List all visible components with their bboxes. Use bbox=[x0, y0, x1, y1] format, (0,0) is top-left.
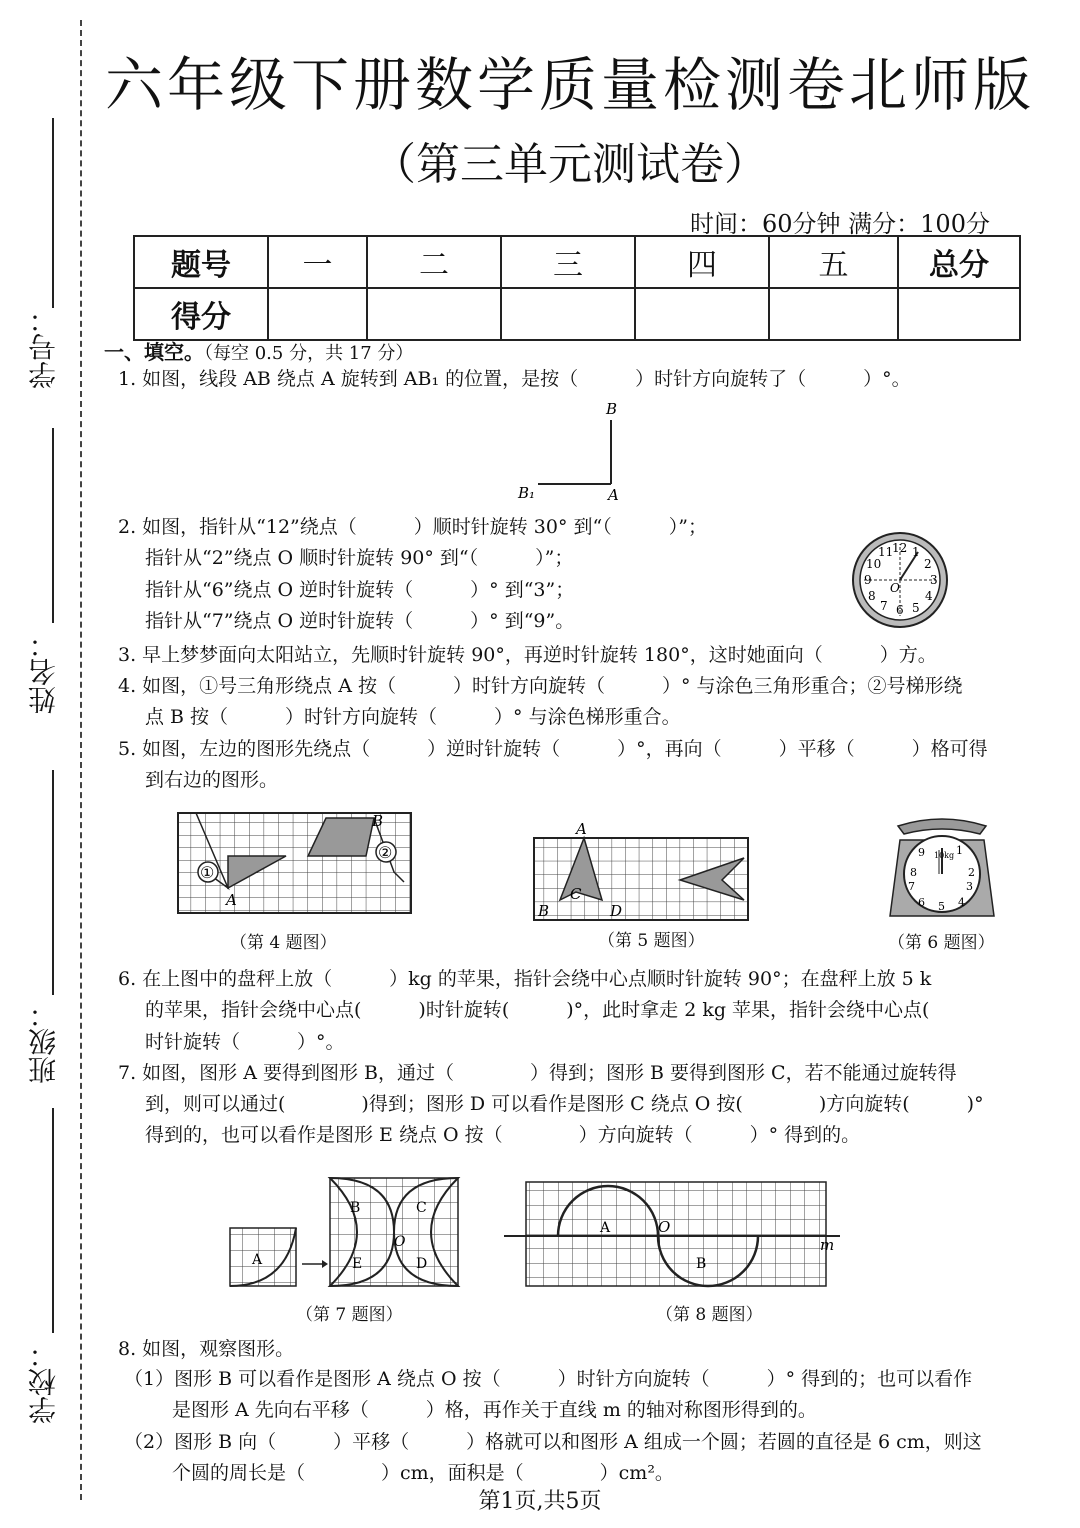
scale-num: 7 bbox=[908, 880, 915, 893]
score-cell[interactable] bbox=[635, 288, 769, 340]
fig8-label-m: m bbox=[820, 1236, 835, 1254]
score-header-cell: 五 bbox=[769, 236, 898, 288]
fig6-unit: 10kg bbox=[934, 851, 955, 860]
clock-num: 11 bbox=[878, 545, 894, 559]
caption-fig6: （第 6 题图） bbox=[888, 933, 995, 953]
question-4-line2: 点 B 按（ ）时针方向旋转（ ）° 与涂色梯形重合。 bbox=[145, 706, 681, 728]
clock-num: 6 bbox=[896, 603, 904, 617]
xuehao-label: 学号： bbox=[27, 305, 60, 389]
clock-num: 12 bbox=[892, 541, 908, 555]
score-cell[interactable] bbox=[769, 288, 898, 340]
caption-fig4: （第 4 题图） bbox=[230, 933, 337, 953]
clock-num: 3 bbox=[930, 573, 938, 587]
fig4-label-2: ② bbox=[378, 843, 393, 862]
binding-dashed-line bbox=[80, 20, 82, 1500]
score-header-cell: 四 bbox=[635, 236, 769, 288]
score-row-label: 得分 bbox=[134, 288, 268, 340]
question-2-line3: 指针从“6”绕点 O 逆时针旋转（ ）° 到“3”； bbox=[145, 579, 575, 601]
q1-label-B: B bbox=[606, 400, 618, 418]
question-8-2-line2: 个圆的周长是（ ）cm，面积是（ ）cm²。 bbox=[172, 1462, 674, 1484]
scale-num: 5 bbox=[938, 900, 945, 913]
fig8-label-A: A bbox=[600, 1220, 611, 1236]
fig6-scale bbox=[884, 812, 1000, 922]
fig5-label-D: D bbox=[610, 902, 623, 920]
fig7-label-E: E bbox=[352, 1256, 363, 1272]
question-6-line1: 6. 在上图中的盘秤上放（ ）kg 的苹果，指针会绕中心点顺时针旋转 90°；在盘秤上放 5 k bbox=[118, 968, 932, 990]
page-footer: 第1页,共5页 bbox=[478, 1489, 602, 1514]
question-1: 1. 如图，线段 AB 绕点 A 旋转到 AB₁ 的位置，是按（ ）时针方向旋转了（ ）°。 bbox=[118, 368, 911, 390]
question-7-line3: 得到的，也可以看作是图形 E 绕点 O 按（ ）方向旋转（ ）° 得到的。 bbox=[145, 1124, 861, 1146]
question-2-line2: 指针从“2”绕点 O 顺时针旋转 90° 到“（ ）”； bbox=[145, 547, 574, 569]
score-cell[interactable] bbox=[268, 288, 367, 340]
question-3: 3. 早上梦梦面向太阳站立，先顺时针旋转 90°，再逆时针旋转 180°，这时她面向（ ）方。 bbox=[118, 644, 937, 666]
xuexiao-label: 学校： bbox=[27, 1340, 60, 1424]
q1-label-A: A bbox=[608, 486, 619, 504]
caption-fig5: （第 5 题图） bbox=[598, 931, 705, 951]
score-table bbox=[133, 235, 1021, 341]
scale-num: 2 bbox=[968, 866, 975, 879]
page-subtitle: （第三单元测试卷） bbox=[372, 139, 768, 190]
section-heading bbox=[104, 336, 413, 365]
question-2-line4: 指针从“7”绕点 O 逆时针旋转（ ）° 到“9”。 bbox=[145, 610, 575, 632]
scale-num: 1 bbox=[956, 844, 963, 857]
fig4-grid bbox=[176, 810, 416, 915]
score-cell[interactable] bbox=[367, 288, 501, 340]
question-8-2-line1: （2）图形 B 向（ ）平移（ ）格就可以和图形 A 组成一个圆；若圆的直径是 6 cm，则这 bbox=[124, 1431, 982, 1453]
score-value-row bbox=[134, 288, 1020, 340]
clock-num: 1 bbox=[912, 545, 920, 559]
score-header-cell: 二 bbox=[367, 236, 501, 288]
fig8-label-B: B bbox=[696, 1256, 707, 1272]
fig4-label-B: B bbox=[372, 812, 384, 830]
scale-num: 6 bbox=[918, 896, 925, 909]
question-7-line1: 7. 如图，图形 A 要得到图形 B，通过（ ）得到；图形 B 要得到图形 C，若不能通过旋转得 bbox=[118, 1062, 957, 1084]
scale-num: 8 bbox=[910, 866, 917, 879]
score-header-cell: 总分 bbox=[898, 236, 1020, 288]
xingming-label: 姓名： bbox=[27, 630, 60, 714]
section-note: （每空 0.5 分，共 17 分） bbox=[204, 343, 414, 364]
xuehao-rule bbox=[52, 118, 54, 308]
question-5-line1: 5. 如图，左边的图形先绕点（ ）逆时针旋转（ ）°，再向（ ）平移（ ）格可得 bbox=[118, 738, 988, 760]
score-header-cell: 一 bbox=[268, 236, 367, 288]
question-4-line1: 4. 如图，①号三角形绕点 A 按（ ）时针方向旋转（ ）° 与涂色三角形重合；②号梯形绕 bbox=[118, 675, 963, 697]
scale-num: 9 bbox=[918, 846, 925, 859]
clock-num: 8 bbox=[868, 589, 876, 603]
page-title: 六年级下册数学质量检测卷北师版 bbox=[104, 51, 1035, 119]
question-8-1-line2: 是图形 A 先向右平移（ ）格，再作关于直线 m 的轴对称图形得到的。 bbox=[172, 1399, 817, 1421]
fig4-label-1: ① bbox=[200, 863, 215, 882]
xingming-rule bbox=[52, 428, 54, 623]
fig5-grid bbox=[530, 820, 752, 922]
score-cell[interactable] bbox=[898, 288, 1020, 340]
fig5-label-C: C bbox=[570, 885, 582, 903]
score-header-cell: 三 bbox=[501, 236, 635, 288]
fig5-label-A: A bbox=[576, 820, 587, 838]
clock-num: 9 bbox=[864, 573, 872, 587]
clock-num: 2 bbox=[924, 557, 932, 571]
fig7-label-D: D bbox=[416, 1256, 428, 1272]
fig4-label-A: A bbox=[226, 891, 237, 909]
clock-figure bbox=[846, 530, 956, 630]
clock-num: 4 bbox=[925, 589, 933, 603]
fig7-label-O: O bbox=[394, 1234, 406, 1250]
banji-rule bbox=[52, 770, 54, 995]
clock-num: 7 bbox=[880, 599, 888, 613]
question-2-line1: 2. 如图，指针从“12”绕点（ ）顺时针旋转 30° 到“（ ）”； bbox=[118, 516, 707, 538]
q1-figure bbox=[500, 398, 640, 508]
section-heading-text: 一、填空。 bbox=[104, 340, 204, 364]
fig7-figure bbox=[226, 1170, 466, 1290]
fig7-label-C: C bbox=[416, 1200, 427, 1216]
fig7-label-A: A bbox=[252, 1252, 263, 1268]
caption-fig8: （第 8 题图） bbox=[656, 1305, 763, 1325]
question-6-line3: 时针旋转（ ）°。 bbox=[145, 1031, 345, 1053]
scale-num: 3 bbox=[966, 880, 973, 893]
score-header-row bbox=[134, 236, 1020, 288]
question-7-line2: 到，则可以通过( )得到；图形 D 可以看作是图形 C 绕点 O 按( )方向旋转( )° bbox=[145, 1093, 984, 1115]
question-6-line2: 的苹果，指针会绕中心点( )时针旋转( )°，此时拿走 2 kg 苹果，指针会绕中心点( bbox=[145, 999, 930, 1021]
xuexiao-rule bbox=[52, 1108, 54, 1333]
question-8-head: 8. 如图，观察图形。 bbox=[118, 1338, 295, 1360]
clock-num: 10 bbox=[866, 557, 882, 571]
caption-fig7: （第 7 题图） bbox=[296, 1305, 403, 1325]
banji-label: 班级： bbox=[27, 1000, 60, 1084]
clock-center-O: O bbox=[890, 581, 900, 595]
fig8-figure bbox=[500, 1176, 850, 1292]
clock-num: 5 bbox=[912, 601, 920, 615]
question-5-line2: 到右边的图形。 bbox=[145, 769, 279, 791]
fig7-label-B: B bbox=[350, 1200, 361, 1216]
scale-num: 4 bbox=[958, 896, 965, 909]
fig5-label-B: B bbox=[538, 902, 550, 920]
fig8-label-O: O bbox=[658, 1218, 671, 1236]
q1-label-B1: B₁ bbox=[518, 484, 536, 502]
question-8-1-line1: （1）图形 B 可以看作是图形 A 绕点 O 按（ ）时针方向旋转（ ）° 得到的；也可以看作 bbox=[124, 1368, 973, 1390]
time-info: 时间：60分钟 满分：100分 bbox=[690, 210, 990, 238]
score-cell[interactable] bbox=[501, 288, 635, 340]
score-header-cell: 题号 bbox=[134, 236, 268, 288]
